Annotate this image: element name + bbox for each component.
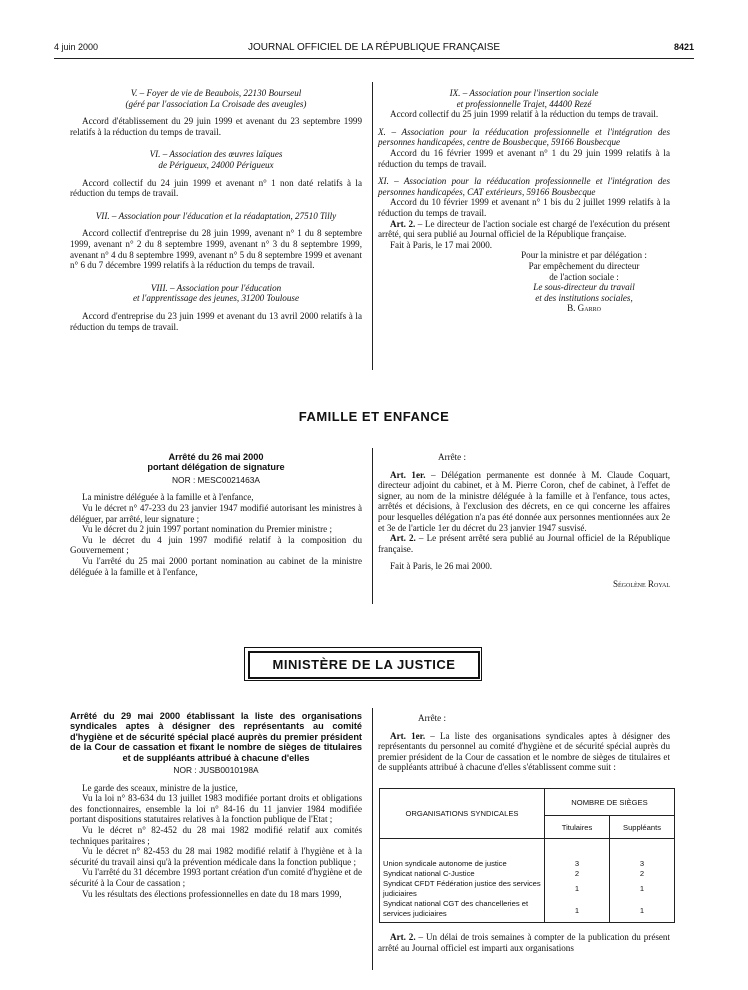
article-1 [378,470,670,534]
article-text: – Délégation permanente est donnée à M. Claude Coquart, directeur adjoint du cabinet, et à M. Pierre Coron, chef de cabinet, à l'effet de signer, au nom de la ministre déléguée à la famille et à l'enfance, tous actes, arrêtés et décisions, à l'exclusion des décrets, en ce qui concerne les affaires pour lesquelles délégation n'a pas été donnée aux personnes mentionnées aux 2e et 3e de l'article 1er du décret du 23 janvier 1947 susvisé. [378,469,670,533]
titulaires-count: 2 [545,869,610,879]
article-label: Art. 2. [390,533,416,544]
article-2 [378,932,670,953]
section-heading-justice: MINISTÈRE DE LA JUSTICE [248,651,480,679]
item-title: VIII. – Association pour l'éducation [150,282,282,293]
suppleants-count: 1 [610,879,675,899]
table-row [380,899,675,923]
famille-left-column [70,452,362,577]
justice-right-column-continued [378,932,670,953]
column-divider-justice [372,708,373,970]
titulaires-count: 1 [545,899,610,923]
item-subtitle: de Périgueux, 24000 Périgueux [158,159,274,170]
header-date: 4 juin 2000 [54,42,99,52]
paragraph: Vu le décret du 4 juin 1997 modifié relatif à la composition du Gouvernement ; [70,534,362,556]
paragraph: Vu l'arrêté du 31 décembre 1993 portant création d'un comité d'hygiène et de sécurité à la Cour de cassation ; [70,867,362,888]
arrete-label: Arrête : [438,452,467,462]
paragraph: Vu le décret n° 82-452 du 28 mai 1982 modifié relatif aux comités techniques paritaires ; [70,825,362,846]
column-header-organisations: ORGANISATIONS SYNDICALES [380,789,545,839]
column-header-sieges: NOMBRE DE SIÈGES [545,789,675,816]
column-divider-famille [372,448,373,604]
item-text: Accord du 16 février 1999 et avenant n° 1 du 29 juin 1999 relatifs à la réduction du temps de travail. [378,147,670,169]
article-label: Art. 1er. [390,730,426,741]
header-page-number: 8421 [673,42,694,52]
article-text: – Un délai de trois semaines à compter de la publication du présent arrêté au Journal officiel est imparti aux organisations [378,932,671,953]
right-column-top [378,88,670,314]
article-2 [378,219,670,240]
header-journal-title: JOURNAL OFFICIEL DE LA RÉPUBLIQUE FRANÇAISE [247,42,501,53]
page-header [54,42,694,56]
article-label: Art. 1er. [390,469,426,480]
nor-reference: NOR : MESC0021463A [172,474,260,485]
item-text: Accord collectif d'entreprise du 28 juin 1999, avenant n° 1 du 8 septembre 1999, avenant n° 2 du 8 septembre 1999, avenant n° 3 du 8 septembre 1999, avenant n° 4 du 8 septembre 1999, avenant n° 5 du 8 septembre 1999 et avenant n° 6 du 7 décembre 1999 relatifs à la réduction du temps de travail. [70,228,362,271]
item-text: Accord d'entreprise du 23 juin 1999 et avenant du 13 avril 2000 relatifs à la réduction du temps de travail. [70,310,362,332]
signature-line: Le sous-directeur du travail [533,282,635,293]
paragraph: La ministre déléguée à la famille et à l'enfance, [82,492,254,503]
justice-right-column [378,713,670,773]
paragraph: Le garde des sceaux, ministre de la justice, [82,782,238,793]
paragraph: Vu le décret n° 47-233 du 23 janvier 1947 modifié autorisant les ministres à déléguer, par arrêté, leur signature ; [70,503,362,524]
table-row [380,839,675,870]
article-text: – La liste des organisations syndicales aptes à désigner des représentants du personnel au comité d'hygiène et de sécurité spécial auprès du premier président de la Cour de cassation et le nombre de sièges de titulaires et de suppléants attribué à chacune d'elles s'établissent comme suit : [378,730,670,773]
item-text: Accord collectif du 24 juin 1999 et avenant n° 1 non daté relatifs à la réduction du temps de travail. [70,177,362,199]
titulaires-count: 3 [545,839,610,870]
signature-line: Pour la ministre et par délégation : [521,250,647,261]
org-name: Union syndicale autonome de justice [380,839,545,870]
item-text: Accord d'établissement du 29 juin 1999 et avenant du 23 septembre 1999 relatifs à la réduction du temps de travail. [70,116,362,137]
header-rule [54,58,694,59]
article-text: – Le présent arrêté sera publié au Journal officiel de la République française. [378,533,670,554]
nor-reference: NOR : JUSB0010198A [173,765,259,776]
paragraph: Vu les résultats des élections professionnelles en date du 18 mars 1999, [82,888,342,899]
section-heading-famille: FAMILLE ET ENFANCE [298,409,450,424]
left-column-top [70,88,362,332]
signature-line: de l'action sociale : [549,271,619,282]
item-text: Accord du 10 février 1999 et avenant n° 1 bis du 2 juillet 1999 relatifs à la réduction du temps de travail. [378,197,670,218]
org-name: Syndicat CFDT Fédération justice des services judiciaires [380,879,545,899]
paragraph: Vu la loi n° 83-634 du 13 juillet 1983 modifiée portant droits et obligations des fonctionnaires, ensemble la loi n° 84-16 du 11 janvier 1984 modifiée portant dispositions statutaires relatives à la fonction publique de l'Etat ; [70,793,362,825]
column-header-titulaires: Titulaires [545,816,610,839]
signature-name: B. Garro [567,303,601,314]
item-text: Accord collectif du 25 juin 1999 relatif à la réduction du temps de travail. [390,109,659,120]
suppleants-count: 3 [610,839,675,870]
article-label: Art. 2. [390,932,416,942]
article-label: Art. 2. [390,218,416,229]
item-title: IX. – Association pour l'insertion sociale [449,88,599,98]
column-divider-top [372,82,373,370]
justice-left-column [70,711,362,899]
suppleants-count: 2 [610,869,675,879]
column-header-suppleants: Suppléants [610,816,675,839]
signature-name: Ségolène Royal [612,578,670,589]
signature-line: Par empêchement du directeur [528,260,640,271]
paragraph: Vu l'arrêté du 25 mai 2000 portant nomination au cabinet de la ministre déléguée à la famille et à l'enfance, [70,555,362,577]
signature-line: et des institutions sociales, [535,292,633,303]
famille-right-column [378,452,670,590]
table-row [380,869,675,879]
item-title: VII. – Association pour l'éducation et la réadaptation, 27510 Tilly [95,210,337,221]
org-name: Syndicat national CGT des chancelleries et services judiciaires [380,899,545,923]
titulaires-count: 1 [545,879,610,899]
article-2 [378,533,670,554]
syndicats-table [379,788,675,923]
arrete-title: Arrêté du 26 mai 2000 [168,452,264,462]
item-title: V. – Foyer de vie de Beaubois, 22130 Bourseul [130,88,302,98]
suppleants-count: 1 [610,899,675,923]
arrete-title: Arrêté du 29 mai 2000 établissant la liste des organisations syndicales aptes à désigner des représentants au comité d'hygiène et de sécurité spécial placé auprès du premier président de la Cour de cassation et fixant le nombre de sièges de titulaires et de suppléants attribué à chacune d'elles [70,711,362,763]
org-name: Syndicat national C-Justice [380,869,545,879]
arrete-subtitle: portant délégation de signature [147,462,285,473]
item-subtitle: et professionnelle Trajet, 44400 Rezé [456,98,592,109]
item-subtitle: et l'apprentissage des jeunes, 31200 Toulouse [133,293,299,304]
table-row [380,879,675,899]
paragraph: Vu le décret n° 82-453 du 28 mai 1982 modifié relatif à l'hygiène et à la sécurité du travail ainsi qu'à la prévention médicale dans la fonction publique ; [70,846,362,867]
article-1 [378,731,670,773]
item-subtitle: (géré par l'association La Croisade des aveugles) [125,98,307,109]
item-title: XI. – Association pour la rééducation professionnelle et l'intégration des personnes handicapées, CAT extérieurs, 59166 Bousbecque [378,176,670,197]
arrete-label: Arrête : [418,713,447,723]
paragraph: Vu le décret du 2 juin 1997 portant nomination du Premier ministre ; [82,524,332,535]
fait-a-paris: Fait à Paris, le 17 mai 2000. [390,239,493,250]
item-title: VI. – Association des œuvres laïques [149,149,283,160]
signature-block [498,250,670,314]
fait-a-paris: Fait à Paris, le 26 mai 2000. [390,561,493,572]
item-title: X. – Association pour la rééducation professionnelle et l'intégration des personnes handicapées, centre de Bousbecque, 59166 Bousbecque [378,126,670,148]
article-text: – Le directeur de l'action sociale est chargé de l'exécution du présent arrêté, qui sera publié au Journal officiel de la République française. [378,218,670,240]
